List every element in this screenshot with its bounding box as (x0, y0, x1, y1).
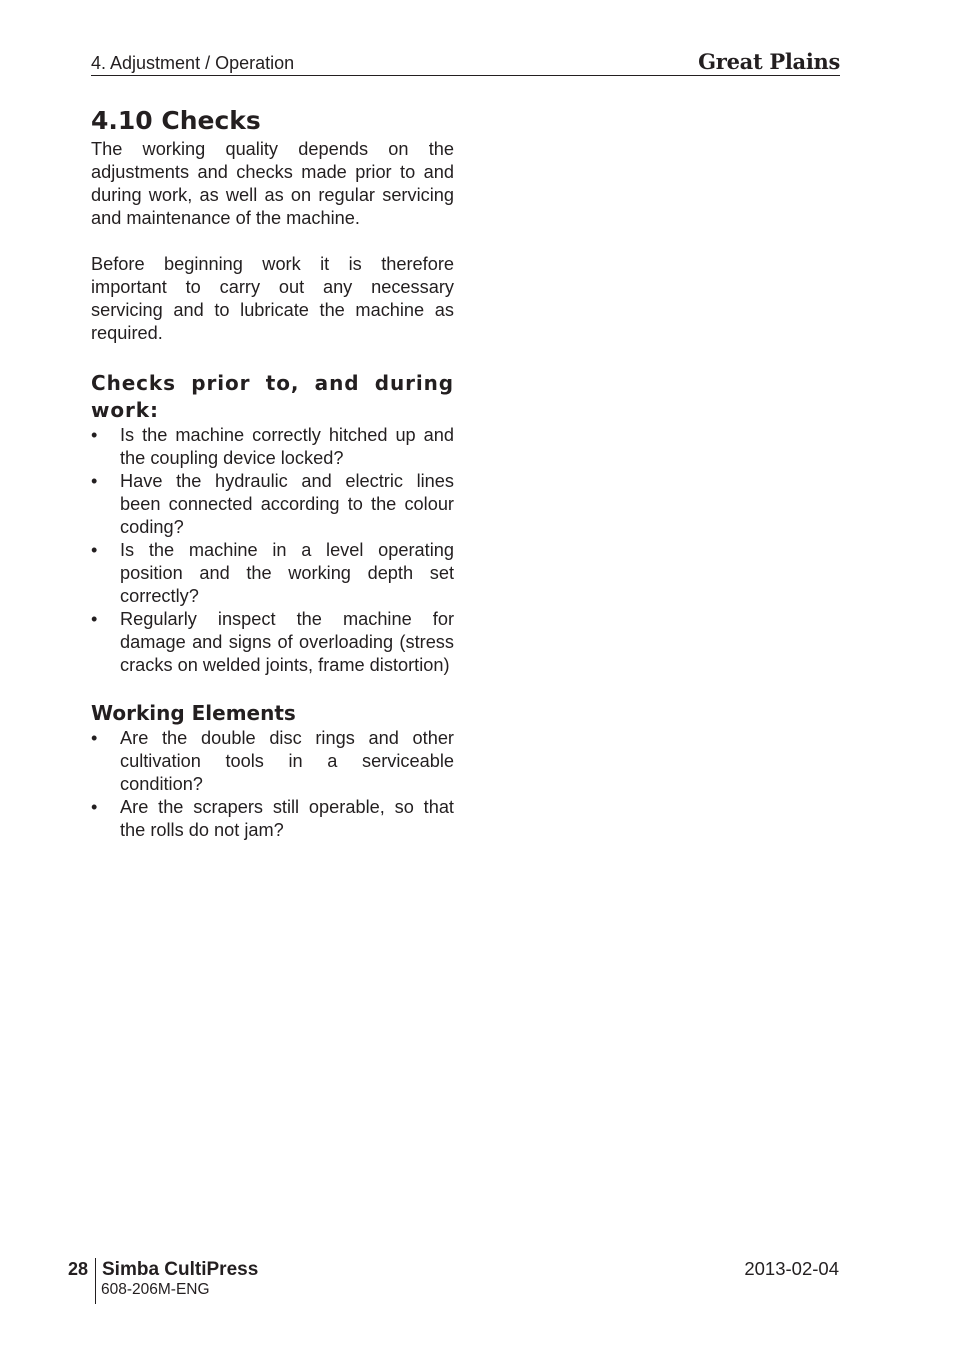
list-item (91, 470, 454, 539)
running-header-section: 4. Adjustment / Operation (91, 53, 295, 73)
list-item (91, 424, 454, 470)
bullet-icon: • (91, 609, 98, 629)
intro-paragraph: Before beginning work it is therefore important to carry out any necessary servicing and to lubricate the machine as required. (91, 254, 454, 343)
list-item (91, 539, 454, 608)
checks-list (91, 424, 454, 677)
intro-paragraph: The working quality depends on the adjustments and checks made prior to and during work, as well as on regular servicing and maintenance of the machine. (91, 139, 454, 228)
working-elements-list (91, 727, 454, 842)
publication-date: 2013-02-04 (744, 1258, 839, 1279)
bullet-icon: • (91, 797, 98, 817)
list-item-text: Is the machine correctly hitched up and the coupling device locked? (120, 425, 454, 468)
list-item-text: Is the machine in a level operating position and the working depth set correctly? (120, 540, 454, 606)
footer-divider (95, 1258, 96, 1304)
list-item-text: Regularly inspect the machine for damage and signs of overloading (stress cracks on welded joints, frame distortion) (120, 609, 454, 675)
checks-heading: Checks prior to, and during work: (91, 371, 454, 422)
bullet-icon: • (91, 425, 98, 445)
brand-logo: Great Plains (698, 49, 840, 74)
header-divider (91, 75, 840, 76)
main-column (91, 104, 454, 842)
product-name: Simba CultiPress (102, 1259, 259, 1280)
list-item (91, 608, 454, 677)
bullet-icon: • (91, 471, 98, 491)
list-item-text: Are the double disc rings and other cultivation tools in a serviceable condition? (120, 728, 454, 794)
list-item-text: Have the hydraulic and electric lines been connected according to the colour coding? (120, 471, 454, 537)
page-number: 28 (68, 1259, 89, 1279)
list-item (91, 796, 454, 842)
page-title: 4.10 Checks (91, 106, 261, 135)
bullet-icon: • (91, 728, 98, 748)
bullet-icon: • (91, 540, 98, 560)
working-elements-heading: Working Elements (91, 701, 296, 725)
list-item (91, 727, 454, 796)
document-code: 608-206M-ENG (101, 1281, 210, 1298)
list-item-text: Are the scrapers still operable, so that the rolls do not jam? (120, 797, 454, 840)
